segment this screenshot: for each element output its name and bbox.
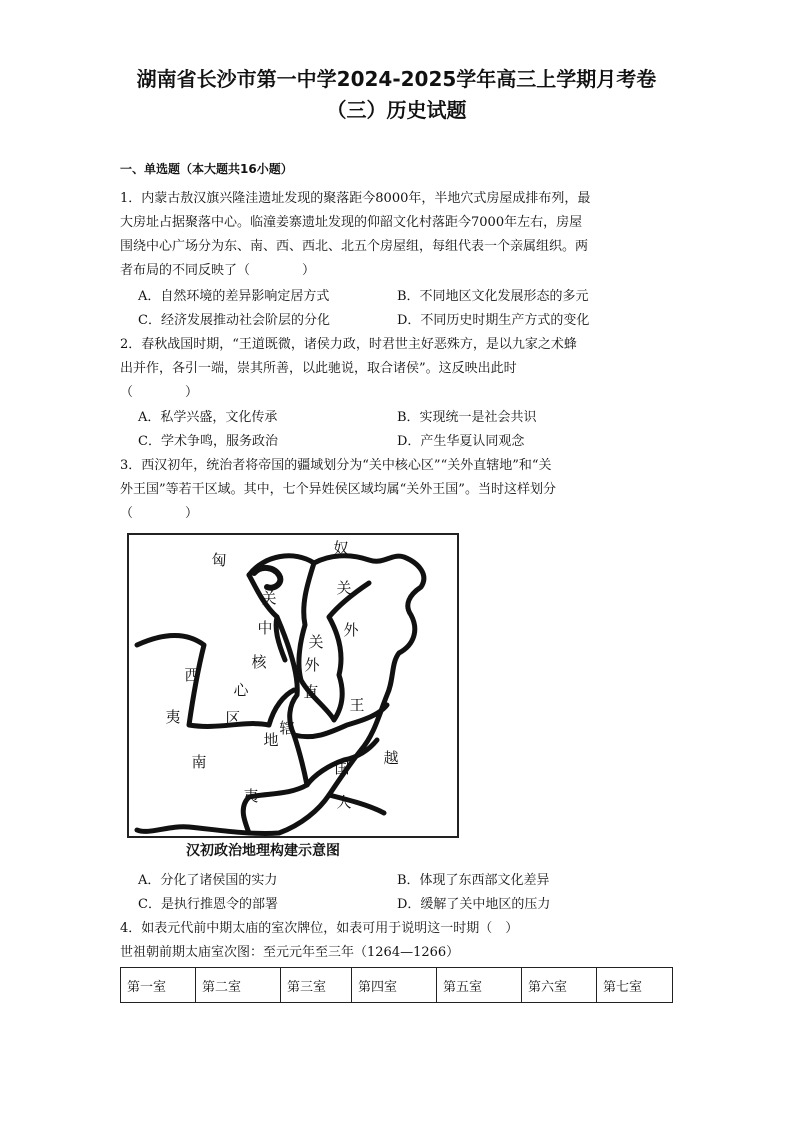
temple-rooms-table	[120, 967, 673, 1003]
map-label-yi-west: 夷	[165, 708, 181, 726]
table-cell: 第四室	[352, 968, 437, 1003]
map-label-guo: 国	[334, 759, 350, 777]
table-cell: 第六室	[522, 968, 597, 1003]
table-cell: 第二室	[196, 968, 281, 1003]
stem-line: （ ）	[120, 506, 199, 521]
map-label-he: 核	[251, 653, 267, 671]
page-subtitle: （三）历史试题	[326, 98, 467, 122]
q1-option-a[interactable]: A．自然环境的差异影响定居方式	[138, 289, 330, 304]
question-3-stem	[120, 454, 675, 526]
map-svg	[129, 535, 457, 836]
stem-line: 出并作，各引一端，崇其所善，以此驰说，取合诸侯”。这反映出此时	[120, 361, 517, 376]
q3-option-d[interactable]: D．缓解了关中地区的压力	[397, 897, 551, 912]
q2-option-c[interactable]: C．学术争鸣，服务政治	[138, 434, 278, 449]
map-label-yue: 越	[383, 749, 399, 767]
stem-line: 者布局的不同反映了（ ）	[120, 263, 316, 278]
table-cell: 第七室	[597, 968, 673, 1003]
q2-option-b[interactable]: B．实现统一是社会共识	[397, 410, 537, 425]
map-label-wai-wang: 外	[343, 621, 359, 639]
stem-line: 2．春秋战国时期，“王道既微，诸侯力政，时君世主好恶殊方，是以九家之术蜂	[120, 337, 577, 352]
map-label-guan-outer: 关	[336, 579, 352, 597]
table-cell: 第三室	[281, 968, 352, 1003]
map-north-detail	[254, 568, 280, 588]
map-caption: 汉初政治地理构建示意图	[186, 843, 340, 859]
q3-option-c[interactable]: C．是执行推恩令的部署	[138, 897, 278, 912]
q1-option-b[interactable]: B．不同地区文化发展形态的多元	[397, 289, 589, 304]
map-label-zhi: 直	[303, 683, 319, 701]
stem-line: 1．内蒙古敖汉旗兴隆洼遗址发现的聚落距今8000年，半地穴式房屋成排布列，最	[120, 191, 591, 206]
stem-line: 3．西汉初年，统治者将帝国的疆域划分为“关中核心区”“关外直辖地”和“关	[120, 458, 552, 473]
map-label-wai-zhixia: 外	[304, 656, 320, 674]
map-label-xiong: 匈	[211, 551, 227, 569]
map-west-border	[137, 636, 294, 727]
stem-line: 大房址占据聚落中心。临潼姜寨遗址发现的仰韶文化村落距今7000年左右，房屋	[120, 215, 583, 230]
map-label-xin: 心	[233, 681, 249, 699]
han-map	[127, 533, 459, 838]
map-label-nu: 奴	[333, 539, 349, 557]
q3-option-a[interactable]: A．分化了诸侯国的实力	[138, 873, 278, 888]
map-label-nan: 南	[191, 753, 207, 771]
table-row	[121, 968, 673, 1003]
q2-option-a[interactable]: A．私学兴盛，文化传承	[138, 410, 278, 425]
map-label-guan-zhixia: 关	[308, 633, 324, 651]
q1-option-d[interactable]: D．不同历史时期生产方式的变化	[397, 313, 590, 328]
map-label-xia: 辖	[279, 719, 295, 737]
stem-line: 4．如表元代前中期太庙的室次牌位，如表可用于说明这一时期（ ）	[120, 921, 519, 936]
map-label-ren: 人	[336, 793, 352, 811]
map-label-wang: 王	[349, 696, 365, 714]
q2-option-d[interactable]: D．产生华夏认同观念	[397, 434, 525, 449]
q1-option-c[interactable]: C．经济发展推动社会阶层的分化	[138, 313, 330, 328]
map-label-di: 地	[263, 731, 279, 749]
section-heading: 一、单选题（本大题共16小题）	[120, 162, 293, 176]
question-4-stem	[120, 917, 675, 965]
map-label-zhong: 中	[257, 619, 273, 637]
map-label-yi-south: 夷	[243, 787, 259, 805]
map-label-qu: 区	[225, 709, 241, 727]
q3-option-b[interactable]: B．体现了东西部文化差异	[397, 873, 550, 888]
question-1-stem	[120, 187, 675, 283]
page-title: 湖南省长沙市第一中学2024-2025学年高三上学期月考卷	[136, 67, 657, 91]
stem-line: 世祖朝前期太庙室次图：至元元年至三年（1264—1266）	[120, 945, 460, 960]
stem-line: 外王国”等若干区域。其中，七个异姓侯区域均属“关外王国”。当时这样划分	[120, 482, 556, 497]
map-label-guan-core: 关	[261, 589, 277, 607]
stem-line: （ ）	[120, 385, 199, 400]
table-cell: 第五室	[437, 968, 522, 1003]
stem-line: 围绕中心广场分为东、南、西、西北、北五个房屋组，每组代表一个亲属组织。两	[120, 239, 589, 254]
question-2-stem	[120, 333, 675, 405]
map-label-xi: 西	[184, 666, 200, 684]
table-cell: 第一室	[121, 968, 196, 1003]
